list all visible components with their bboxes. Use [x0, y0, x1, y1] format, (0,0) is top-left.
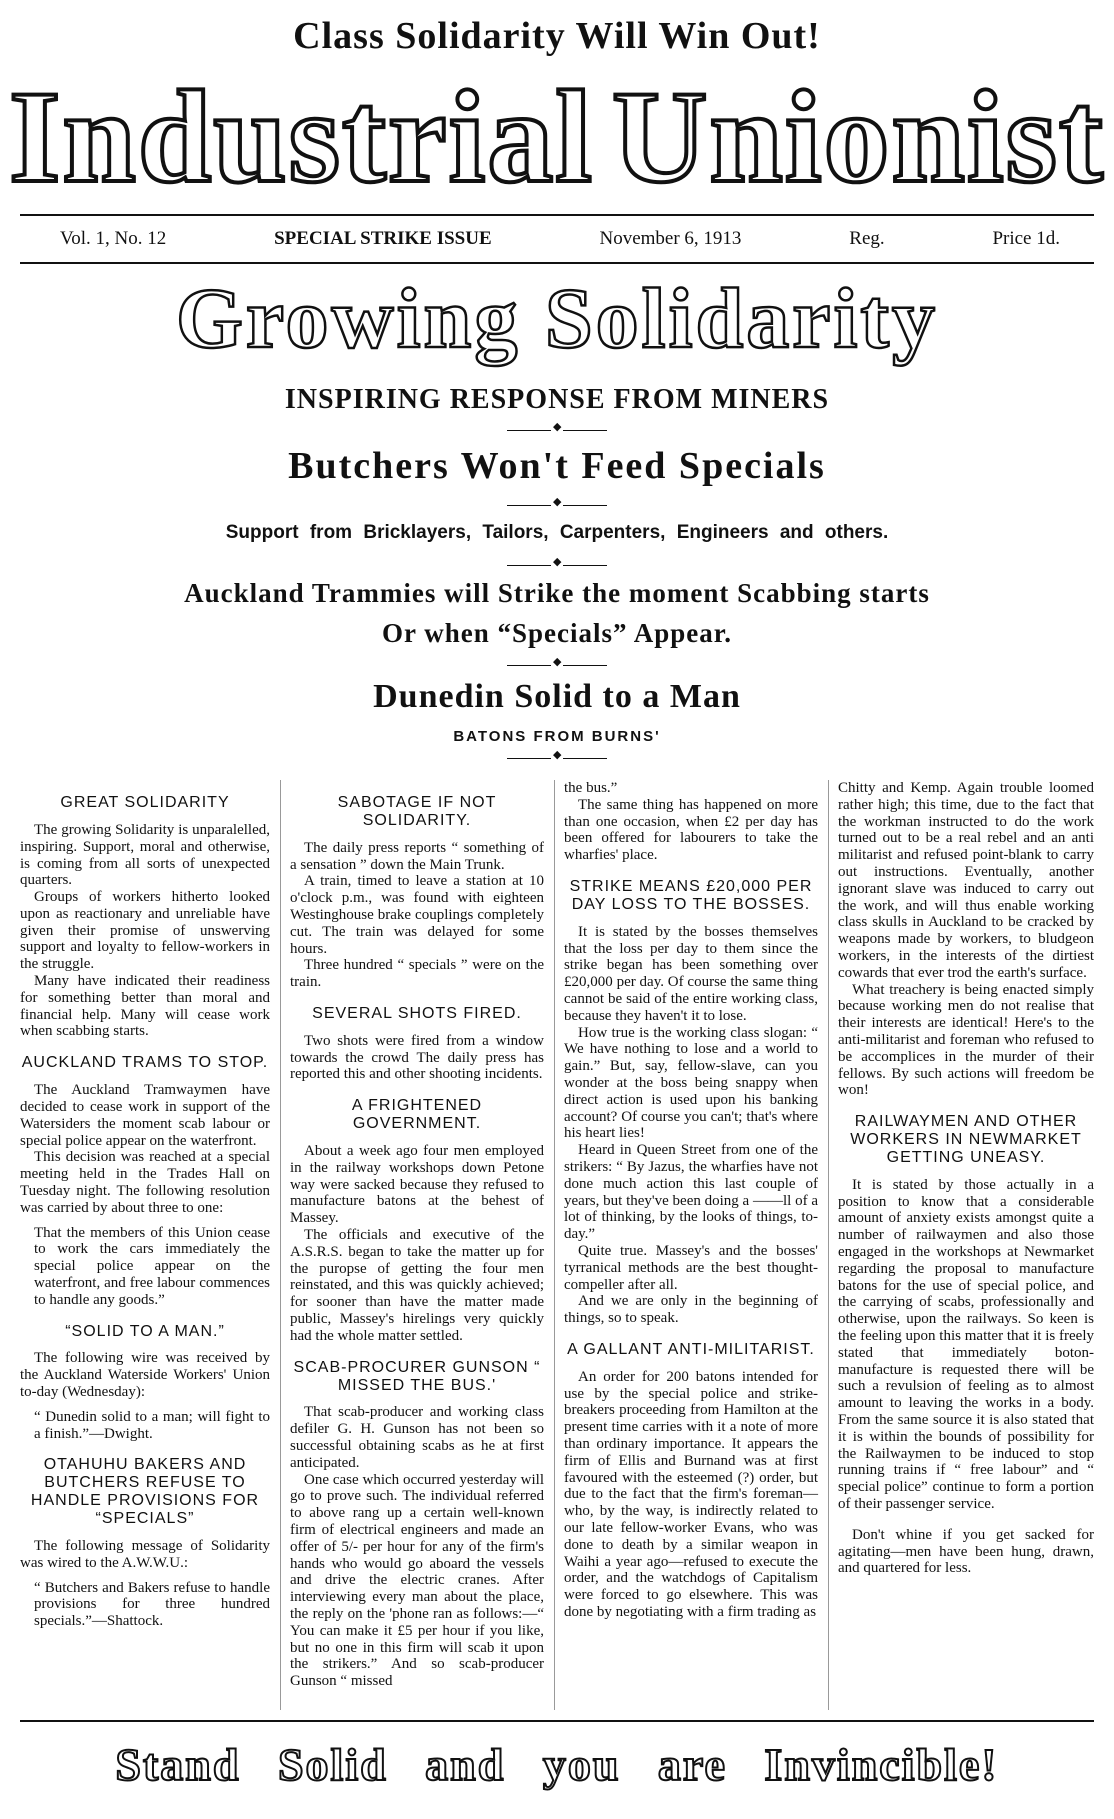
subheading: A FRIGHTENED GOVERNMENT. — [351, 1097, 483, 1133]
issue-label: SPECIAL STRIKE ISSUE — [274, 228, 492, 249]
quotation: “ Butchers and Bakers refuse to handle provisions for three hundred specials.”—Shattock. — [34, 1579, 270, 1630]
paragraph: This decision was reached at a special meeting held in the Trades Hall on Tuesday night. The following resolution was carried by about three to one: — [20, 1149, 270, 1216]
paragraph: Groups of workers hitherto looked upon as reactionary and unreliable have given their promise of unswerving support and loyalty to fellow-workers in the struggle. — [20, 889, 270, 973]
paragraph: the bus.” — [564, 780, 618, 796]
subheading: “SOLID TO A MAN.” — [65, 1322, 225, 1340]
registration-mark: Reg. — [849, 228, 885, 249]
paragraph: A train, timed to leave a station at 10 o'clock p.m., was found with eighteen Westinghouse brake couplings completely cut. The train was delayed for some hours. — [290, 873, 544, 957]
motto: Class Solidarity Will Win Out! — [293, 15, 821, 57]
column-4 — [838, 780, 1094, 1577]
paragraph: What treachery is being enacted simply because working men do not realise that their interests are identical! Here's to the anti-militarist and foreman who refused to be accomplices in the murder of their fellows. By such actions will freedom be won! — [838, 981, 1094, 1099]
paragraph: The following wire was received by the Auckland Waterside Workers' Union to-day (Wednesday): — [20, 1350, 270, 1401]
subheading: GREAT SOLIDARITY — [60, 794, 230, 811]
subheading: SCAB-PROCURER GUNSON “ MISSED THE BUS.' — [293, 1358, 541, 1394]
paragraph: Three hundred “ specials ” were on the train. — [290, 957, 544, 991]
column-rule — [280, 780, 281, 1710]
subheading: SEVERAL SHOTS FIRED. — [312, 1004, 522, 1022]
headline-butchers: Butchers Won't Feed Specials — [288, 445, 826, 487]
masthead-rule-bottom — [20, 262, 1094, 264]
headline-dunedin: Dunedin Solid to a Man — [373, 678, 741, 715]
paragraph: The same thing has happened on more than one occasion, when £2 per day has been offered for labourers to take the wharfies' place. — [564, 796, 818, 864]
paragraph: Don't whine if you get sacked for agitating—men have been hung, drawn, and quartered for less. — [838, 1526, 1094, 1577]
issue-date: November 6, 1913 — [599, 228, 742, 249]
subheading: AUCKLAND TRAMS TO STOP. — [21, 1054, 269, 1072]
quotation: “ Dunedin solid to a man; will fight to a finish.”—Dwight. — [34, 1408, 270, 1442]
headline-specials: Or when “Specials” Appear. — [381, 618, 733, 648]
paragraph: Heard in Queen Street from one of the strikers: “ By Jazus, the wharfies have not done much action this last couple of years, but they've been doing a ——ll of a lot of thinking, by the looks of things, to-day.” — [564, 1142, 818, 1243]
price: Price 1d. — [992, 228, 1060, 249]
divider — [507, 660, 607, 670]
headline-trammies: Auckland Trammies will Strike the moment Scabbing starts — [184, 578, 930, 608]
subheading: RAILWAYMEN AND OTHER WORKERS IN NEWMARKET GETTING UNEASY. — [850, 1113, 1082, 1166]
paragraph: The officials and executive of the A.S.R.S. began to take the matter up for the puropse of getting the four men reinstated, and this was quickly achieved; for sooner than have the matter made public, Massey's hirelings very quickly had the whole matter settled. — [290, 1227, 544, 1344]
quotation: That the members of this Union cease to work the cars immediately the special police appear on the waterfront, and free labour commences to handle any goods.” — [34, 1224, 270, 1308]
paragraph: One case which occurred yesterday will go to prove such. The individual referred to above rang up a certain well-known firm of electrical engineers and made an offer of 5/- per hour for any of the firm's hands who would go aboard the vessels and drive the electric cranes. After interviewing every man about the place, the reply on the 'phone ran as follows:—“ You can make it £5 per hour if you like, but no one in this firm will scab it upon the strikers.” And so scab-producer Gunson “ missed — [290, 1471, 544, 1690]
paragraph: It is stated by those actually in a position to know that a considerable amount of anxiety exists amongst quite a number of railwaymen and also those engaged in the workshops at Newmarket regarding the proposal to manufacture batons for the use of special police, and the carrying of scabs, professionally and otherwise, upon the railways. So keen is the feeling upon this matter that it is freely stated that immediately boton-manufacture is requested there will be such a revulsion of feeling as to almost amount to leaving the works in a body. From the same source it is also stated that it is within the bounds of possibility for the Railwaymen to be induced to stop running trains if “ free labour” and “ special police” continue to form a portion of their passenger service. — [838, 1176, 1094, 1512]
footer-slogan: Stand Solid and you are Invincible! — [115, 1739, 999, 1790]
paragraph: It is stated by the bosses themselves that the loss per day to them since the strike began has been something over £20,000 per day. Of course the same thing cannot be said of the entire working class, because they haven't it to lose. — [564, 923, 818, 1024]
paragraph: And we are only in the beginning of things, so to speak. — [564, 1293, 818, 1327]
column-2 — [290, 780, 544, 1690]
column-3 — [564, 780, 818, 1621]
paragraph: An order for 200 batons intended for use by the special police and strike-breakers proceeding from Hamilton at the present time carries with it a note of more than ordinary importance. It appears the firm of Ellis and Burnand was at first favoured with the esteemed (?) order, but due to the fact that the firm's foreman—who, by the way, is indirectly related to our late fellow-worker Evans, who was done to death by a similar weapon in Waihi a year ago—refused to execute the order, and the watchdogs of Capitalism were forced to go elsewhere. This was done by negotiating with a firm trading as — [564, 1368, 818, 1620]
footer-rule — [20, 1720, 1094, 1722]
paragraph: Chitty and Kemp. Again trouble loomed rather high; this time, due to the fact that the workman instructed to do the work turned out to be a real rebel and an anti militarist and refused point-blank to carry out instructions. Eventually, another ignorant slave was induced to carry out the work, and will thus enable working class skulls in Auckland to be cracked by weapons made by workers, to bludgeon workers, in the interests of the dirtiest cowards that ever trod the earth's surface. — [838, 780, 1094, 981]
paragraph: Many have indicated their readiness for something better than moral and financial help. Many will cease work when scabbing starts. — [20, 973, 270, 1040]
headline-support: Support from Bricklayers, Tailors, Carpenters, Engineers and others. — [225, 522, 889, 543]
subheading: A GALLANT ANTI-MILITARIST. — [567, 1340, 815, 1358]
divider — [507, 500, 607, 510]
paragraph: About a week ago four men employed in the railway workshops down Petone way were sacked because they refused to manufacture batons at the behest of Massey. — [290, 1143, 544, 1227]
subheading: OTAHUHU BAKERS AND BUTCHERS REFUSE TO HANDLE PROVISIONS FOR “SPECIALS” — [30, 1456, 260, 1528]
masthead-rule-top — [20, 214, 1094, 216]
divider — [507, 753, 607, 763]
paragraph: The following message of Solidarity was wired to the A.W.W.U.: — [20, 1538, 270, 1571]
divider — [507, 560, 607, 570]
headline-batons: BATONS FROM BURNS' — [453, 728, 661, 745]
subheading: STRIKE MEANS £20,000 PER DAY LOSS TO THE BOSSES. — [569, 877, 813, 913]
issue-info-bar — [60, 224, 1060, 254]
paragraph: Two shots were fired from a window towards the crowd The daily press has reported this and other shooting incidents. — [290, 1032, 544, 1083]
paragraph: The Auckland Tramwaymen have decided to cease work in support of the Watersiders the moment scab labour or special police appear on the waterfront. — [20, 1082, 270, 1149]
volume-number: Vol. 1, No. 12 — [60, 228, 167, 249]
masthead — [0, 63, 1114, 210]
divider — [507, 425, 607, 435]
paragraph: That scab-producer and working class defiler G. H. Gunson has not been so successful obtaining scabs as he at first anticipated. — [290, 1404, 544, 1471]
column-rule — [554, 780, 555, 1710]
main-headline: Growing Solidarity — [176, 270, 938, 366]
column-rule — [828, 780, 829, 1710]
paragraph: The growing Solidarity is unparalelled, inspiring. Support, moral and otherwise, is coming from all sorts of unexpected quarters. — [20, 821, 270, 889]
subheading: SABOTAGE IF NOT SOLIDARITY. — [337, 794, 497, 829]
headline-miners: INSPIRING RESPONSE FROM MINERS — [284, 384, 830, 415]
column-1 — [20, 780, 270, 1638]
paragraph: Quite true. Massey's and the bosses' tyrranical methods are the best thought-compeller after all. — [564, 1242, 818, 1293]
masthead-word-2: Unionist — [612, 63, 1105, 210]
masthead-word-1: Industrial — [9, 63, 594, 210]
paragraph: The daily press reports “ something of a sensation ” down the Main Trunk. — [290, 839, 544, 873]
paragraph: How true is the working class slogan: “ We have nothing to lose and a world to gain.” But, say, fellow-slave, can you wonder at the boss being snappy when direct action is used upon his banking account? Of course you can't; that's where his heart lies! — [564, 1024, 818, 1142]
